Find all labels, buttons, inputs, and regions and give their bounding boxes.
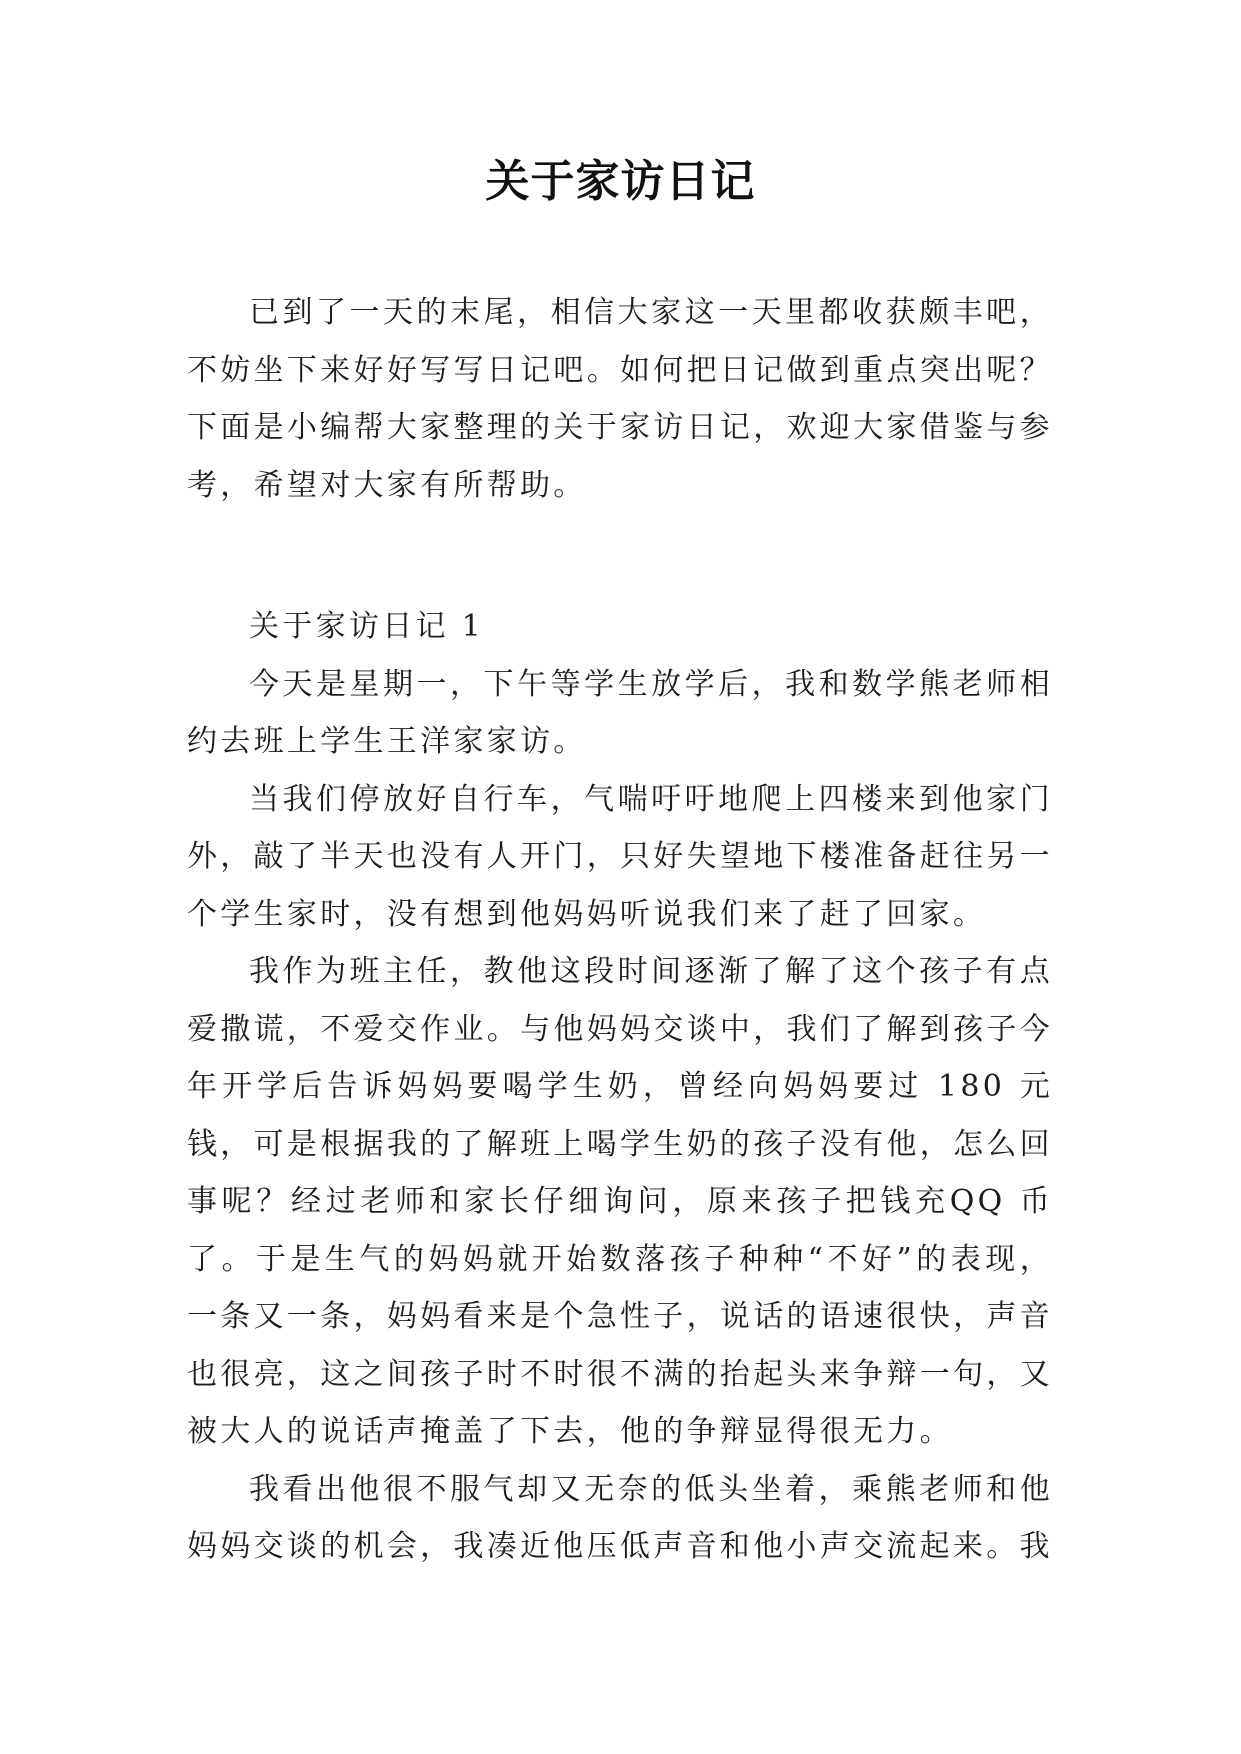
section-heading: 关于家访日记 1	[249, 609, 485, 644]
body-paragraph-4: 我看出他很不服气却又无奈的低头坐着，乘熊老师和他妈妈交谈的机会，我凑近他压低声音和他小声交流起来。我	[187, 1471, 1053, 1564]
section-spacer	[187, 514, 1053, 598]
body-paragraph-1: 今天是星期一，下午等学生放学后，我和数学熊老师相约去班上学生王洋家家访。	[187, 666, 1053, 759]
document-body	[187, 284, 1053, 1576]
body-paragraph-3: 我作为班主任，教他这段时间逐渐了解了这个孩子有点爱撒谎，不爱交作业。与他妈妈交谈中，我们了解到孩子今年开学后告诉妈妈要喝学生奶，曾经向妈妈要过 180 元钱，可是根据我的了解班上喝学生奶的孩子没有他，怎么回事呢？经过老师和家长仔细询问，原来孩子把钱充QQ 币了。于是生气的妈妈就开始数落孩子种种“不好”的表现，一条又一条，妈妈看来是个急性子，说话的语速很快，声音也很亮，这之间孩子时不时很不满的抬起头来争辩一句，又被大人的说话声掩盖了下去，他的争辩显得很无力。	[187, 954, 1053, 1449]
body-paragraph-2: 当我们停放好自行车，气喘吁吁地爬上四楼来到他家门外，敲了半天也没有人开门，只好失望地下楼准备赶往另一个学生家时，没有想到他妈妈听说我们来了赶了回家。	[187, 781, 1053, 932]
document-title: 关于家访日记	[485, 156, 756, 207]
intro-paragraph: 已到了一天的末尾，相信大家这一天里都收获颇丰吧，不妨坐下来好好写写日记吧。如何把日记做到重点突出呢？下面是小编帮大家整理的关于家访日记，欢迎大家借鉴与参考，希望对大家有所帮助。	[187, 295, 1053, 503]
